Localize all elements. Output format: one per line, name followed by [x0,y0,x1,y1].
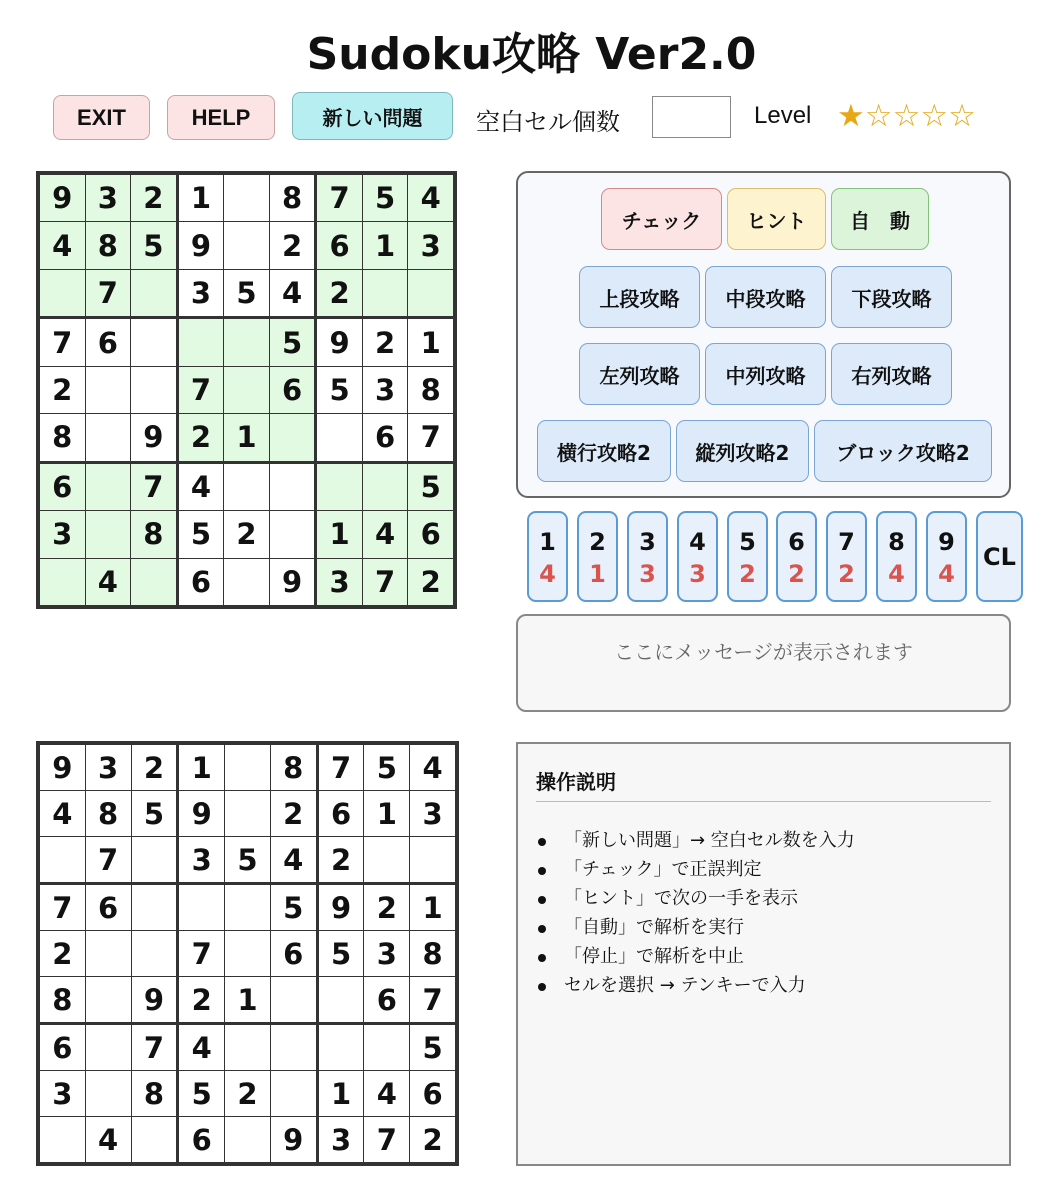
board-cell[interactable]: 9 [270,559,315,605]
board-cell[interactable]: 7 [86,837,131,882]
auto-button[interactable]: 自 動 [831,188,929,250]
board-cell[interactable]: 8 [86,791,131,836]
board-cell[interactable]: 2 [364,885,409,930]
help-panel [516,742,1011,1166]
blank-cell-count-input[interactable] [652,96,731,138]
top-row-strategy-button[interactable]: 上段攻略 [579,266,700,328]
hint-button[interactable]: ヒント [727,188,826,250]
board-cell[interactable] [224,222,269,268]
board-cell[interactable] [271,1025,316,1070]
board-cell[interactable]: 7 [408,414,453,460]
board-cell[interactable]: 7 [40,319,85,365]
number-button-4[interactable] [677,511,718,602]
board-cell[interactable]: 2 [40,931,85,976]
board-cell[interactable] [132,837,177,882]
board-cell[interactable]: 8 [408,367,453,413]
board-cell[interactable]: 4 [40,222,85,268]
board-cell[interactable]: 5 [319,931,364,976]
number-button-8[interactable] [876,511,917,602]
board-cell[interactable] [270,464,315,510]
board-cell[interactable] [86,1071,131,1116]
number-button-6[interactable] [776,511,817,602]
level-label: Level [754,102,812,129]
number-digit: 1 [539,527,556,556]
left-column-strategy-button[interactable]: 左列攻略 [579,343,700,405]
board-cell[interactable]: 2 [40,367,85,413]
board-cell[interactable] [179,885,224,930]
help-list [536,826,991,1000]
board-cell[interactable]: 4 [179,464,224,510]
board-cell[interactable]: 4 [363,511,408,557]
remaining-count: 4 [888,559,905,588]
board-cell[interactable] [224,319,269,365]
board-cell[interactable]: 5 [179,511,224,557]
number-digit: 2 [589,527,606,556]
board-cell[interactable]: 7 [179,931,224,976]
help-item: 「自動」で解析を実行 [536,913,991,942]
board-cell[interactable]: 3 [40,1071,85,1116]
remaining-count: 2 [788,559,805,588]
board-cell[interactable]: 7 [363,559,408,605]
board-cell[interactable] [319,1025,364,1070]
board-cell[interactable]: 3 [40,511,85,557]
board-cell[interactable]: 3 [86,175,131,221]
board-cell[interactable]: 7 [86,270,131,316]
board-cell[interactable]: 2 [410,1117,455,1162]
board-cell[interactable]: 3 [317,559,362,605]
board-cell[interactable]: 9 [317,319,362,365]
board-cell[interactable]: 7 [40,885,85,930]
row-strategy-2-button[interactable]: 横行攻略2 [537,420,671,482]
number-button-3[interactable] [627,511,668,602]
board-cell[interactable]: 5 [179,1071,224,1116]
board-cell[interactable]: 1 [179,175,224,221]
right-column-strategy-button[interactable]: 右列攻略 [831,343,952,405]
board-cell[interactable]: 2 [132,745,177,790]
board-cell[interactable]: 5 [225,837,270,882]
exit-button[interactable]: EXIT [53,95,150,140]
board-cell[interactable]: 6 [363,414,408,460]
board-cell[interactable]: 8 [410,931,455,976]
board-cell[interactable] [270,511,315,557]
help-item: 「チェック」で正誤判定 [536,855,991,884]
board-cell[interactable]: 9 [131,414,176,460]
middle-row-strategy-button[interactable]: 中段攻略 [705,266,826,328]
number-digit: 4 [689,527,706,556]
board-cell[interactable]: 5 [408,464,453,510]
board-cell[interactable]: 5 [363,175,408,221]
number-button-7[interactable] [826,511,867,602]
board-cell[interactable] [225,885,270,930]
board-cell[interactable] [40,559,85,605]
board-cell[interactable] [271,1071,316,1116]
board-cell[interactable] [132,1117,177,1162]
number-digit: 5 [739,527,756,556]
help-title: 操作説明 [536,766,991,802]
board-cell[interactable] [40,837,85,882]
board-cell[interactable]: 6 [86,319,131,365]
board-cell[interactable]: 2 [271,791,316,836]
board-cell[interactable]: 6 [86,885,131,930]
board-cell[interactable]: 9 [271,1117,316,1162]
board-cell[interactable] [86,367,131,413]
board-cell[interactable]: 5 [364,745,409,790]
number-button-1[interactable] [527,511,568,602]
board-cell[interactable]: 6 [410,1071,455,1116]
board-cell[interactable]: 1 [410,885,455,930]
board-cell[interactable] [408,270,453,316]
board-cell[interactable]: 2 [363,319,408,365]
board-cell[interactable]: 7 [364,1117,409,1162]
board-cell[interactable] [40,270,85,316]
board-cell[interactable]: 5 [410,1025,455,1070]
board-cell[interactable]: 6 [179,1117,224,1162]
board-cell[interactable]: 1 [224,414,269,460]
board-cell[interactable]: 3 [179,270,224,316]
board-cell[interactable]: 3 [364,931,409,976]
board-cell[interactable]: 8 [40,977,85,1022]
number-button-9[interactable] [926,511,967,602]
message-box: ここにメッセージが表示されます [516,614,1011,712]
board-cell[interactable] [319,977,364,1022]
column-strategy-2-button[interactable]: 縦列攻略2 [676,420,809,482]
board-cell[interactable] [131,270,176,316]
board-cell[interactable]: 6 [364,977,409,1022]
board-cell[interactable] [131,559,176,605]
board-cell[interactable]: 5 [132,791,177,836]
remaining-count: 4 [938,559,955,588]
level-stars[interactable]: ★☆☆☆☆ [837,98,976,134]
check-button[interactable]: チェック [601,188,722,250]
board-cell[interactable]: 2 [225,1071,270,1116]
help-button[interactable]: HELP [167,95,275,140]
board-cell[interactable] [364,837,409,882]
board-cell[interactable]: 6 [408,511,453,557]
board-cell[interactable]: 1 [225,977,270,1022]
clear-button[interactable]: CL [976,511,1023,602]
new-puzzle-button[interactable]: 新しい問題 [292,92,453,140]
middle-column-strategy-button[interactable]: 中列攻略 [705,343,826,405]
board-cell[interactable]: 8 [86,222,131,268]
board-cell[interactable]: 1 [319,1071,364,1116]
board-cell[interactable]: 8 [131,511,176,557]
board-cell[interactable]: 7 [410,977,455,1022]
board-cell[interactable]: 4 [364,1071,409,1116]
remaining-count: 2 [838,559,855,588]
board-cell[interactable] [317,414,362,460]
board-cell[interactable]: 4 [410,745,455,790]
board-cell[interactable]: 6 [40,464,85,510]
board-cell[interactable]: 9 [40,745,85,790]
number-digit: 9 [938,527,955,556]
board-cell[interactable]: 4 [40,791,85,836]
board-cell[interactable] [317,464,362,510]
board-cell[interactable]: 8 [270,175,315,221]
board-cell[interactable] [132,885,177,930]
board-cell[interactable]: 5 [270,319,315,365]
board-cell[interactable]: 6 [270,367,315,413]
board-cell[interactable] [270,414,315,460]
board-cell[interactable] [225,791,270,836]
board-cell[interactable]: 2 [319,837,364,882]
board-cell[interactable]: 6 [40,1025,85,1070]
board-cell[interactable] [86,464,131,510]
remaining-count: 2 [739,559,756,588]
board-cell[interactable]: 8 [271,745,316,790]
board-cell[interactable]: 3 [408,222,453,268]
board-cell[interactable] [225,931,270,976]
board-cell[interactable] [410,837,455,882]
board-cell[interactable] [86,414,131,460]
board-cell[interactable]: 3 [179,837,224,882]
board-cell[interactable]: 2 [131,175,176,221]
board-cell[interactable]: 2 [179,977,224,1022]
board-cell[interactable] [224,175,269,221]
blank-cell-count-label: 空白セル個数 [476,108,620,136]
board-cell[interactable]: 1 [317,511,362,557]
control-panel [516,171,1011,498]
help-item: 「新しい問題」→ 空白セル数を入力 [536,826,991,855]
board-cell[interactable] [225,1025,270,1070]
board-cell[interactable] [179,319,224,365]
board-cell[interactable] [224,464,269,510]
number-digit: 3 [639,527,656,556]
board-cell[interactable] [132,931,177,976]
board-cell[interactable]: 7 [319,745,364,790]
number-digit: 7 [838,527,855,556]
help-item: セルを選択 → テンキーで入力 [536,971,991,1000]
board-cell[interactable] [271,977,316,1022]
board-cell[interactable]: 4 [86,1117,131,1162]
number-button-2[interactable] [577,511,618,602]
board-cell[interactable] [224,367,269,413]
board-cell[interactable] [225,745,270,790]
board-cell[interactable]: 8 [132,1071,177,1116]
board-cell[interactable]: 7 [132,1025,177,1070]
number-digit: 8 [888,527,905,556]
board-cell[interactable]: 6 [317,222,362,268]
board-cell[interactable] [86,1025,131,1070]
board-cell[interactable]: 1 [363,222,408,268]
board-cell[interactable]: 4 [271,837,316,882]
bottom-row-strategy-button[interactable]: 下段攻略 [831,266,952,328]
board-cell[interactable] [364,1025,409,1070]
board-cell[interactable]: 1 [364,791,409,836]
board-cell[interactable]: 4 [86,559,131,605]
board-cell[interactable] [131,319,176,365]
board-cell[interactable]: 7 [131,464,176,510]
remaining-count: 3 [689,559,706,588]
board-cell[interactable]: 9 [319,885,364,930]
remaining-count: 3 [639,559,656,588]
page-title: Sudoku攻略 Ver2.0 [306,29,757,80]
board-cell[interactable] [131,367,176,413]
remaining-count: 1 [589,559,606,588]
board-cell[interactable]: 9 [40,175,85,221]
remaining-count: 4 [539,559,556,588]
board-cell[interactable]: 2 [179,414,224,460]
board-cell[interactable]: 9 [179,222,224,268]
board-cell[interactable] [40,1117,85,1162]
board-cell[interactable] [363,464,408,510]
board-cell[interactable]: 1 [179,745,224,790]
board-cell[interactable] [86,931,131,976]
board-cell[interactable] [224,559,269,605]
number-digit: 6 [788,527,805,556]
board-cell[interactable]: 1 [408,319,453,365]
board-cell[interactable]: 4 [408,175,453,221]
board-cell[interactable]: 3 [319,1117,364,1162]
board-cell[interactable]: 8 [40,414,85,460]
board-cell[interactable]: 3 [410,791,455,836]
board-cell[interactable]: 9 [132,977,177,1022]
number-button-5[interactable] [727,511,768,602]
board-cell[interactable]: 7 [179,367,224,413]
board-cell[interactable] [86,977,131,1022]
board-cell[interactable]: 6 [179,559,224,605]
help-item: 「停止」で解析を中止 [536,942,991,971]
candidate-board [36,741,459,1166]
board-cell[interactable]: 5 [271,885,316,930]
board-cell[interactable]: 3 [86,745,131,790]
board-cell[interactable] [86,511,131,557]
board-cell[interactable]: 5 [317,367,362,413]
board-cell[interactable] [225,1117,270,1162]
board-cell[interactable]: 5 [131,222,176,268]
board-cell[interactable]: 9 [179,791,224,836]
help-item: 「ヒント」で次の一手を表示 [536,884,991,913]
board-cell[interactable]: 6 [271,931,316,976]
board-cell[interactable]: 2 [270,222,315,268]
board-cell[interactable]: 3 [363,367,408,413]
board-cell[interactable]: 2 [408,559,453,605]
board-cell[interactable]: 7 [317,175,362,221]
board-cell[interactable]: 5 [224,270,269,316]
board-cell[interactable]: 6 [319,791,364,836]
board-cell[interactable] [363,270,408,316]
board-cell[interactable]: 2 [317,270,362,316]
block-strategy-2-button[interactable]: ブロック攻略2 [814,420,992,482]
board-cell[interactable]: 4 [179,1025,224,1070]
board-cell[interactable]: 2 [224,511,269,557]
sudoku-board [36,171,457,609]
board-cell[interactable]: 4 [270,270,315,316]
